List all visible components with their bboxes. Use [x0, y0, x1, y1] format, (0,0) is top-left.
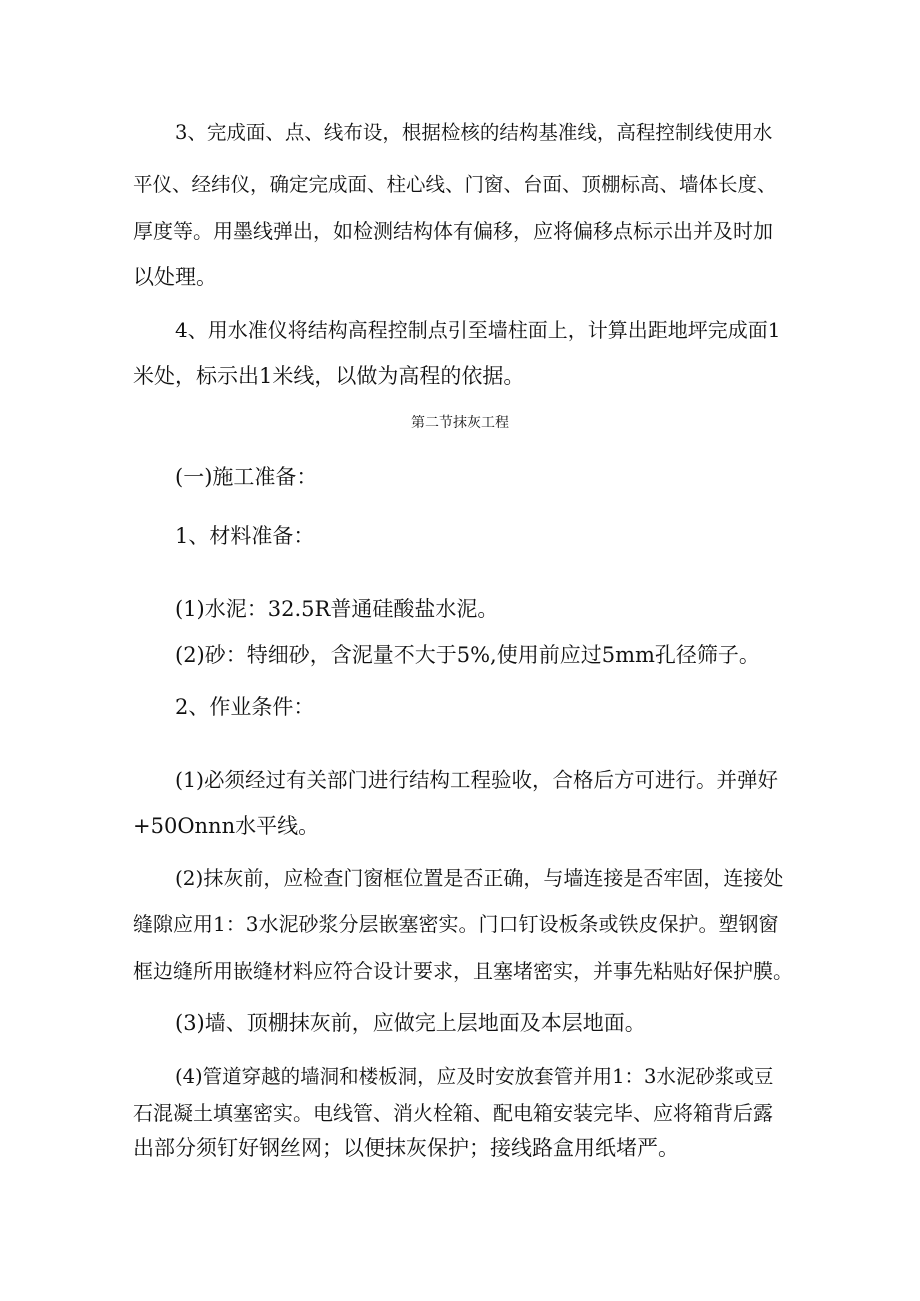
condition-4-line-2: 石混凝土填塞密实。电线管、消火栓箱、配电箱安装完毕、应将箱背后露 [133, 1101, 773, 1125]
condition-2-line-3: 框边缝所用嵌缝材料应符合设计要求，且塞堵密实，并事先粘贴好保护膜。 [133, 959, 793, 983]
paragraph-3-line-4: 以处理。 [133, 265, 217, 289]
condition-2-line-2: 缝隙应用1：3水泥砂浆分层嵌塞密实。门口钉设板条或铁皮保护。塑钢窗 [133, 912, 779, 936]
paragraph-4-line-2: 米处，标示出1米线，以做为高程的依据。 [133, 364, 525, 388]
heading-materials: 1、材料准备： [175, 524, 315, 548]
condition-1-line-1: (1)必须经过有关部门进行结构工程验收，合格后方可进行。并弹好 [175, 768, 779, 792]
condition-4-line-1: (4)管道穿越的墙洞和楼板洞，应及时安放套管并用1：3水泥砂浆或豆 [175, 1065, 774, 1088]
heading-work-conditions: 2、作业条件： [175, 695, 315, 719]
paragraph-3-line-2: 平仪、经纬仪，确定完成面、柱心线、门窗、台面、顶棚标高、墙体长度、 [133, 173, 777, 196]
heading-construction-prep: (一)施工准备： [175, 465, 318, 489]
section-title: 第二节抹灰工程 [411, 415, 509, 431]
condition-4-line-3: 出部分须钉好钢丝网；以便抹灰保护；接线路盒用纸堵严。 [133, 1136, 679, 1160]
paragraph-3-line-3: 厚度等。用墨线弹出，如检测结构体有偏移，应将偏移点标示出并及时加 [133, 219, 773, 243]
paragraph-4-line-1: 4、用水准仪将结构高程控制点引至墙柱面上，计算出距地坪完成面1 [175, 318, 781, 342]
material-cement: (1)水泥：32.5R普通硅酸盐水泥。 [175, 597, 499, 621]
paragraph-3-line-1: 3、完成面、点、线布设，根据检核的结构基准线，高程控制线使用水 [175, 121, 773, 144]
condition-3: (3)墙、顶棚抹灰前，应做完上层地面及本层地面。 [175, 1011, 646, 1035]
condition-2-line-1: (2)抹灰前，应检查门窗框位置是否正确，与墙连接是否牢固，连接处 [175, 866, 784, 890]
condition-1-line-2: +50Onnn水平线。 [133, 814, 320, 838]
material-sand: (2)砂：特细砂，含泥量不大于5%,使用前应过5mm孔径筛子。 [175, 643, 760, 667]
